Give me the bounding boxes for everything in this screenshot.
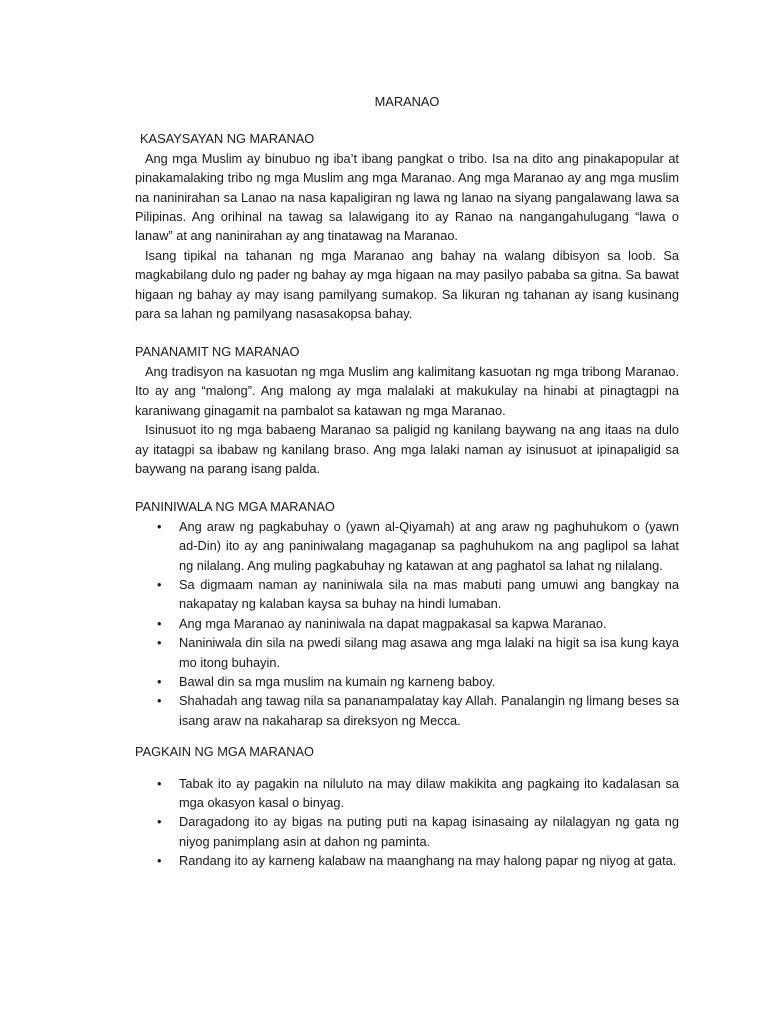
list-item — [135, 691, 679, 730]
list-item-text: Bawal din sa mga muslim na kumain ng karneng baboy. — [179, 673, 496, 689]
list-item-text: Daragadong ito ay bigas na puting puti na kapag isinasaing ay nilalagyan ng gata ng niyog panimplang asin at dahon ng paminta. — [179, 814, 679, 849]
document-body — [135, 92, 679, 871]
list-item-text: Randang ito ay karneng kalabaw na maanghang na may halong papar ng niyog at gata. — [179, 853, 677, 869]
paragraph: Isang tipikal na tahanan ng mga Maranao ang bahay na walang dibisyon sa loob. Sa magkabilang dulo ng pader ng bahay ay mga higaan na may pasilyo pababa sa gitna. Sa bawat higaan ng bahay ay may isang pamilyang sumakop. Sa likuran ng tahanan ay isang kusinang para sa lahan ng pamilyang nasasakopsa bahay. — [135, 247, 679, 322]
list-item — [135, 614, 679, 633]
document-title: MARANAO — [374, 94, 440, 109]
section-heading: PANINIWALA NG MGA MARANAO — [135, 499, 335, 515]
bullet-list — [135, 774, 679, 871]
list-item — [135, 672, 679, 691]
list-item-text: Ang araw ng pagkabuhay o (yawn al-Qiyamah) at ang araw ng paghuhukom o (yawn ad-Din) ito ay ang paniniwalang magaganap sa paghuhukom na ang paglipol sa lahat ng nilalang. Ang muling pagkabuhay ng katawan at ang paghatol sa lahat ng nilalang. — [179, 518, 679, 573]
paragraph: Ang mga Muslim ay binubuo ng iba’t ibang pangkat o tribo. Isa na dito ang pinakapopular at pinakamalaking tribo ng mga Muslim ang mga Maranao. Ang mga Maranao ay ang mga muslim na naninirahan sa Lanao na nasa kapaligiran ng lawa ng lanao na siyang pangalawang lawa sa Pilipinas. Ang orihinal na tawag sa lalawigang ito ay Ranao na nangangahulugang “lawa o lanaw” at ang naninirahan ay ang tinatawag na Maranao. — [135, 150, 679, 244]
section-heading: PANANAMIT NG MARANAO — [135, 344, 300, 360]
list-item — [135, 851, 679, 870]
section-kasaysayan — [135, 129, 679, 323]
bullet-list — [135, 517, 679, 730]
list-item — [135, 812, 679, 851]
list-item-text: Shahadah ang tawag nila sa pananampalatay kay Allah. Panalangin ng limang beses sa isang araw na nakaharap sa direksyon ng Mecca. — [179, 693, 679, 728]
list-item — [135, 633, 679, 672]
list-item — [135, 575, 679, 614]
bullet-icon: • — [157, 576, 162, 592]
list-item-text: Naniniwala din sila na pwedi silang mag asawa ang mga lalaki na higit sa isa kung kaya mo itong buhayin. — [179, 635, 679, 670]
bullet-icon: • — [157, 673, 162, 689]
list-item — [135, 774, 679, 813]
section-heading: KASAYSAYAN NG MARANAO — [140, 131, 315, 147]
paragraph: Isinusuot ito ng mga babaeng Maranao sa paligid ng kanilang baywang na ang itaas na dulo ay itatagpi sa ibabaw ng kanilang braso. Ang mga lalaki naman ay isinusuot at ipinapaligid sa baywang na parang isang palda. — [135, 422, 679, 476]
section-heading: PAGKAIN NG MGA MARANAO — [135, 744, 314, 760]
section-paniniwala — [135, 497, 679, 730]
bullet-icon: • — [157, 635, 162, 651]
bullet-icon: • — [157, 814, 162, 830]
section-pagkain — [135, 742, 679, 870]
paragraph: Ang tradisyon na kasuotan ng mga Muslim ang kalimitang kasuotan ng mga tribong Maranao. Ito ay ang “malong”. Ang malong ay mga malalaki at makukulay na hinabi at pinagtagpi na karaniwang ginagamit na pambalot sa katawan ng mga Maranao. — [135, 363, 679, 418]
bullet-icon: • — [157, 853, 162, 869]
list-item — [135, 517, 679, 575]
bullet-icon: • — [157, 518, 162, 534]
bullet-icon: • — [157, 693, 162, 709]
bullet-icon: • — [157, 775, 162, 791]
list-item-text: Sa digmaam naman ay naniniwala sila na mas mabuti pang umuwi ang bangkay na nakapatay ng kalaban kaysa sa buhay na hindi lumaban. — [179, 576, 679, 612]
list-item-text: Tabak ito ay pagakin na niluluto na may dilaw makikita ang pagkaing ito kadalasan sa mga okasyon kasal o binyag. — [179, 775, 679, 810]
bullet-icon: • — [157, 615, 162, 631]
section-pananamit — [135, 342, 679, 478]
list-item-text: Ang mga Maranao ay naniniwala na dapat magpakasal sa kapwa Maranao. — [179, 615, 607, 631]
